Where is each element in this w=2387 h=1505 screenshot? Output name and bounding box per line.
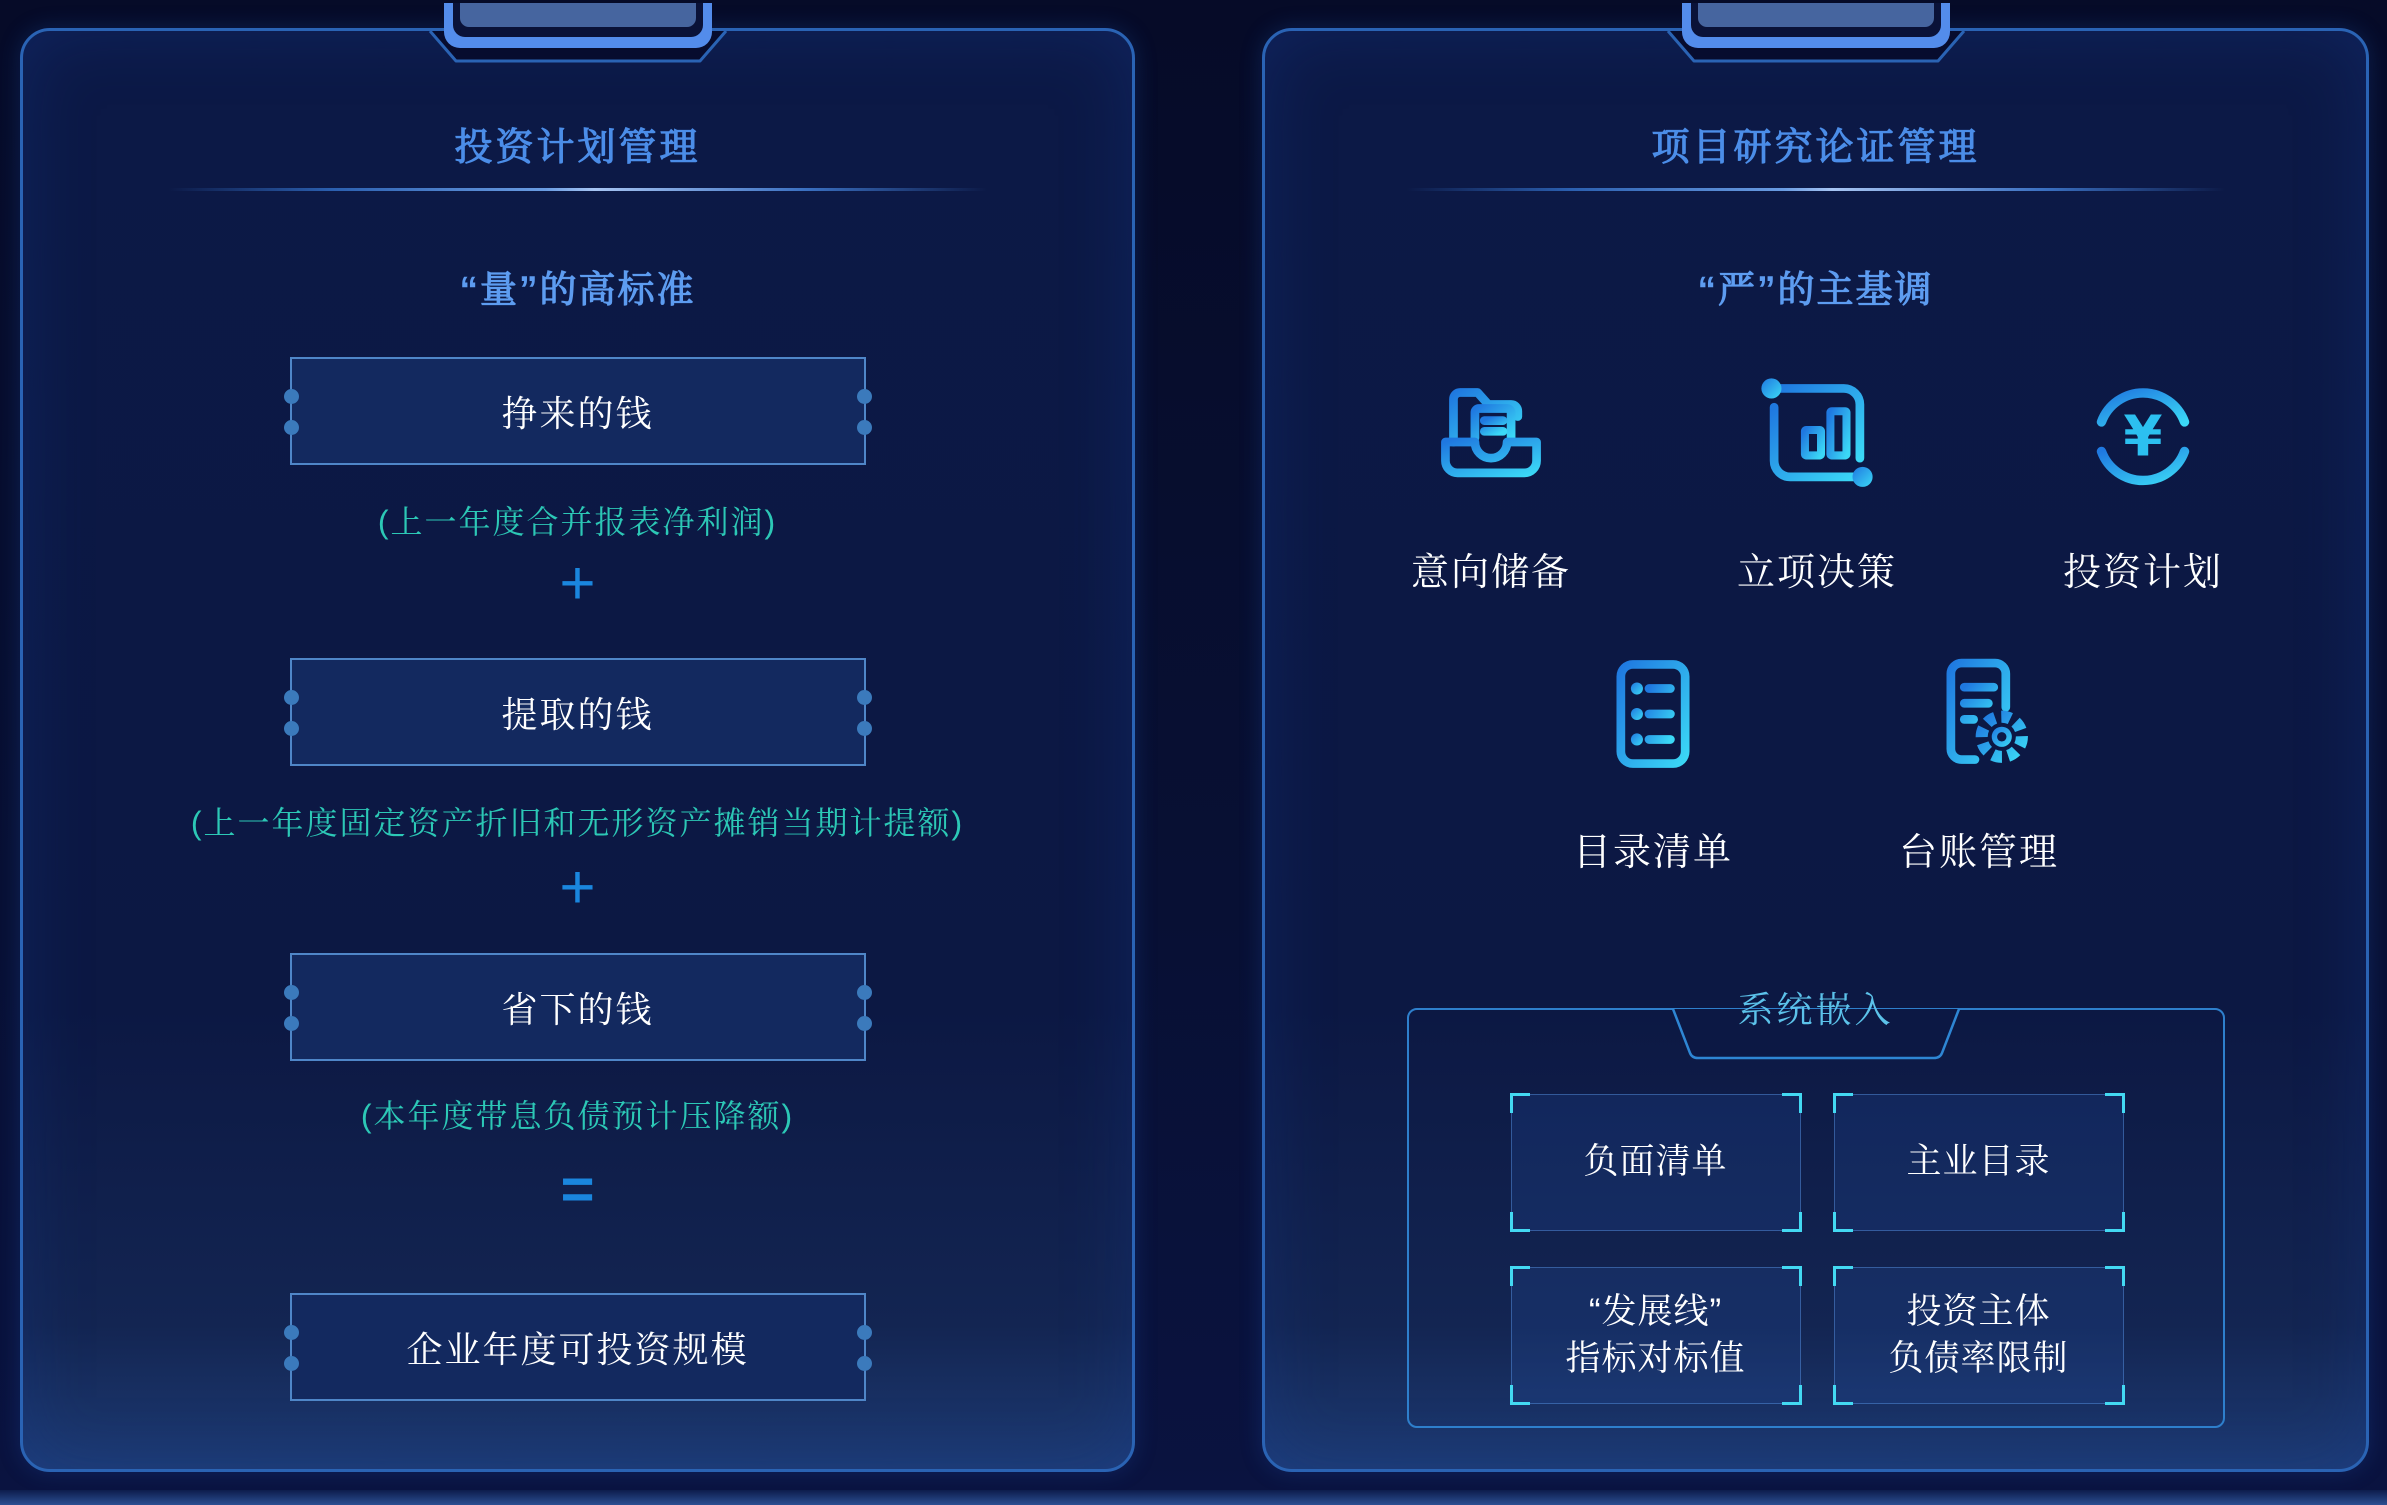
corner-bracket <box>1833 1385 1853 1405</box>
title-divider <box>1406 188 2226 191</box>
feature-catalog-list <box>1513 647 1793 876</box>
feature-ledger-management <box>1839 647 2119 876</box>
embed-cell-negative-list <box>1511 1094 1801 1231</box>
corner-bracket <box>1782 1385 1802 1405</box>
feature-label: 投资计划 <box>2062 552 2223 594</box>
embed-cell-label: 负债率限制 <box>1888 1338 2069 1378</box>
caption-debt-reduction: (本年度带息负债预计压降额) <box>360 1098 795 1134</box>
formula-box-annual-investable-scale <box>290 1293 866 1401</box>
caption-depreciation: (上一年度固定资产折旧和无形资产摊销当期计提额) <box>190 805 965 841</box>
connector-dot <box>284 1356 299 1371</box>
page-title-project-research: 项目研究论证管理 <box>1651 127 1980 169</box>
corner-bracket <box>1510 1093 1530 1113</box>
embed-cell-label: “发展线” <box>1588 1292 1723 1332</box>
feature-investment-plan <box>2003 367 2283 596</box>
connector-dot <box>284 1016 299 1031</box>
document-gear-icon <box>1912 647 2046 781</box>
connector-dot <box>284 690 299 705</box>
corner-bracket <box>1833 1212 1853 1232</box>
folder-archive-icon <box>1424 367 1558 501</box>
embed-cell-grid <box>1511 1094 2124 1404</box>
embed-cell-label: 指标对标值 <box>1565 1338 1746 1378</box>
formula-box-label: 提取的钱 <box>501 693 654 735</box>
feature-label: 目录清单 <box>1572 832 1733 874</box>
panel-top-tab-decoration <box>428 3 728 93</box>
connector-dot <box>284 1325 299 1340</box>
corner-bracket <box>1510 1385 1530 1405</box>
embed-cell-label: 投资主体 <box>1906 1292 2051 1332</box>
connector-dot <box>857 690 872 705</box>
corner-bracket <box>1782 1266 1802 1286</box>
corner-bracket <box>1833 1266 1853 1286</box>
connector-dot <box>284 389 299 404</box>
feature-label: 台账管理 <box>1898 832 2059 874</box>
embed-cell-label: 负面清单 <box>1583 1142 1728 1182</box>
formula-box-withdrawn-money <box>290 658 866 766</box>
corner-bracket <box>1782 1093 1802 1113</box>
embed-cell-main-business-catalog <box>1834 1094 2124 1231</box>
plus-operator: + <box>559 853 596 922</box>
corner-bracket <box>2105 1385 2125 1405</box>
formula-box-label: 省下的钱 <box>501 988 654 1030</box>
feature-label: 立项决策 <box>1736 552 1897 594</box>
bottom-edge-strip <box>0 1490 2387 1505</box>
subtitle-strict-tone: “严”的主基调 <box>1697 269 1934 310</box>
panel-investment-plan <box>20 28 1135 1472</box>
embed-cell-development-line-benchmark <box>1511 1267 1801 1404</box>
corner-bracket <box>2105 1093 2125 1113</box>
corner-bracket <box>2105 1212 2125 1232</box>
system-embed-title: 系统嵌入 <box>1737 989 1894 1030</box>
formula-box-label: 挣来的钱 <box>501 392 654 434</box>
subtitle-quantity-standard: “量”的高标准 <box>459 269 696 310</box>
plus-operator: + <box>559 549 596 618</box>
formula-box-label: 企业年度可投资规模 <box>406 1328 749 1370</box>
connector-dot <box>857 1325 872 1340</box>
feature-label: 意向储备 <box>1410 552 1571 594</box>
equals-operator: = <box>560 1157 595 1222</box>
connector-dot <box>284 721 299 736</box>
panel-project-research <box>1262 28 2369 1472</box>
connector-dot <box>857 985 872 1000</box>
corner-bracket <box>2105 1266 2125 1286</box>
title-divider <box>168 188 988 191</box>
connector-dot <box>857 420 872 435</box>
corner-bracket <box>1510 1212 1530 1232</box>
list-catalog-icon <box>1586 647 1720 781</box>
panel-top-tab-decoration <box>1666 3 1966 93</box>
connector-dot <box>284 420 299 435</box>
system-embed-box <box>1407 989 2225 1428</box>
connector-dot <box>857 721 872 736</box>
corner-bracket <box>1833 1093 1853 1113</box>
formula-box-earned-money <box>290 357 866 465</box>
corner-bracket <box>1510 1266 1530 1286</box>
page-title-investment-plan: 投资计划管理 <box>454 127 701 169</box>
feature-project-approval <box>1677 367 1957 596</box>
connector-dot <box>857 389 872 404</box>
yuan-cycle-icon <box>2076 367 2210 501</box>
connector-dot <box>857 1356 872 1371</box>
connector-dot <box>284 985 299 1000</box>
bar-chart-board-icon <box>1750 367 1884 501</box>
corner-bracket <box>1782 1212 1802 1232</box>
embed-cell-debt-ratio-limit <box>1834 1267 2124 1404</box>
caption-net-profit: (上一年度合并报表净利润) <box>377 504 778 540</box>
embed-cell-label: 主业目录 <box>1906 1142 2051 1182</box>
connector-dot <box>857 1016 872 1031</box>
svg-text:¥: ¥ <box>2123 404 2163 470</box>
feature-intention-reserve <box>1351 367 1631 596</box>
formula-box-saved-money <box>290 953 866 1061</box>
